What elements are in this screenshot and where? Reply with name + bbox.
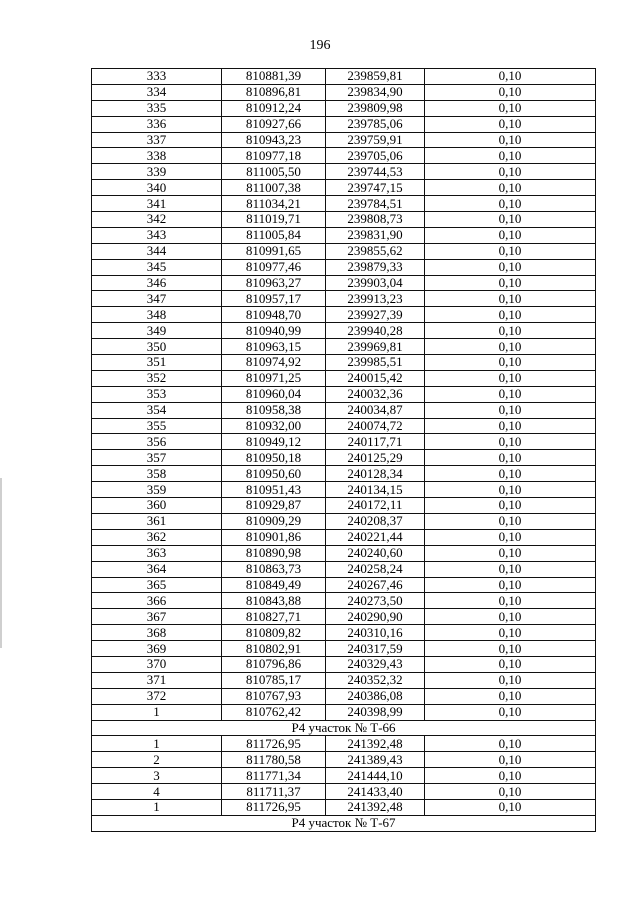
table-row (92, 259, 596, 275)
accuracy-cell: 0,10 (425, 656, 596, 672)
page-number: 196 (309, 38, 331, 53)
x-coordinate-cell: 810963,15 (222, 339, 326, 355)
accuracy-cell: 0,10 (425, 180, 596, 196)
point-number-cell: 366 (92, 593, 222, 609)
point-number-cell: 344 (92, 243, 222, 259)
point-number-cell: 334 (92, 84, 222, 100)
y-coordinate-cell: 240273,50 (326, 593, 425, 609)
accuracy-cell: 0,10 (425, 736, 596, 752)
table-row (92, 577, 596, 593)
point-number-cell: 368 (92, 625, 222, 641)
point-number-cell: 354 (92, 402, 222, 418)
x-coordinate-cell: 810909,29 (222, 513, 326, 529)
accuracy-cell: 0,10 (425, 498, 596, 514)
x-coordinate-cell: 810960,04 (222, 386, 326, 402)
point-number-cell: 349 (92, 323, 222, 339)
accuracy-cell: 0,10 (425, 259, 596, 275)
point-number-cell: 356 (92, 434, 222, 450)
y-coordinate-cell: 241389,43 (326, 752, 425, 768)
accuracy-cell: 0,10 (425, 752, 596, 768)
table-row (92, 752, 596, 768)
y-coordinate-cell: 239855,62 (326, 243, 425, 259)
accuracy-cell: 0,10 (425, 164, 596, 180)
table-row (92, 688, 596, 704)
point-number-cell: 370 (92, 656, 222, 672)
accuracy-cell: 0,10 (425, 545, 596, 561)
section-title: Р4 участок № Т-66 (92, 720, 596, 736)
x-coordinate-cell: 810957,17 (222, 291, 326, 307)
table-row (92, 625, 596, 641)
table-row (92, 243, 596, 259)
y-coordinate-cell: 239834,90 (326, 84, 425, 100)
point-number-cell: 333 (92, 69, 222, 85)
x-coordinate-cell: 810802,91 (222, 641, 326, 657)
accuracy-cell: 0,10 (425, 212, 596, 228)
accuracy-cell: 0,10 (425, 513, 596, 529)
x-coordinate-cell: 811726,95 (222, 736, 326, 752)
accuracy-cell: 0,10 (425, 196, 596, 212)
accuracy-cell: 0,10 (425, 704, 596, 720)
table-row (92, 561, 596, 577)
y-coordinate-cell: 239985,51 (326, 355, 425, 371)
x-coordinate-cell: 810762,42 (222, 704, 326, 720)
y-coordinate-cell: 240015,42 (326, 370, 425, 386)
y-coordinate-cell: 240329,43 (326, 656, 425, 672)
table-row (92, 164, 596, 180)
y-coordinate-cell: 240267,46 (326, 577, 425, 593)
y-coordinate-cell: 240172,11 (326, 498, 425, 514)
point-number-cell: 369 (92, 641, 222, 657)
y-coordinate-cell: 239859,81 (326, 69, 425, 85)
accuracy-cell: 0,10 (425, 84, 596, 100)
y-coordinate-cell: 239913,23 (326, 291, 425, 307)
x-coordinate-cell: 810796,86 (222, 656, 326, 672)
accuracy-cell: 0,10 (425, 132, 596, 148)
x-coordinate-cell: 810863,73 (222, 561, 326, 577)
y-coordinate-cell: 241392,48 (326, 736, 425, 752)
section-header-row (92, 720, 596, 736)
point-number-cell: 339 (92, 164, 222, 180)
point-number-cell: 343 (92, 227, 222, 243)
table-row (92, 148, 596, 164)
accuracy-cell: 0,10 (425, 625, 596, 641)
x-coordinate-cell: 811007,38 (222, 180, 326, 196)
table-row (92, 498, 596, 514)
point-number-cell: 338 (92, 148, 222, 164)
accuracy-cell: 0,10 (425, 768, 596, 784)
table-row (92, 434, 596, 450)
accuracy-cell: 0,10 (425, 784, 596, 800)
y-coordinate-cell: 240398,99 (326, 704, 425, 720)
table-row (92, 402, 596, 418)
y-coordinate-cell: 240208,37 (326, 513, 425, 529)
y-coordinate-cell: 239808,73 (326, 212, 425, 228)
y-coordinate-cell: 240290,90 (326, 609, 425, 625)
accuracy-cell: 0,10 (425, 418, 596, 434)
table-row (92, 545, 596, 561)
point-number-cell: 3 (92, 768, 222, 784)
table-row (92, 784, 596, 800)
table-row (92, 116, 596, 132)
x-coordinate-cell: 810974,92 (222, 355, 326, 371)
accuracy-cell: 0,10 (425, 466, 596, 482)
x-coordinate-cell: 810943,23 (222, 132, 326, 148)
accuracy-cell: 0,10 (425, 227, 596, 243)
point-number-cell: 353 (92, 386, 222, 402)
coordinates-table (91, 68, 596, 832)
x-coordinate-cell: 810827,71 (222, 609, 326, 625)
y-coordinate-cell: 239927,39 (326, 307, 425, 323)
coordinates-table-body (92, 69, 596, 832)
table-row (92, 799, 596, 815)
point-number-cell: 341 (92, 196, 222, 212)
table-row (92, 196, 596, 212)
table-row (92, 513, 596, 529)
accuracy-cell: 0,10 (425, 434, 596, 450)
table-row (92, 656, 596, 672)
point-number-cell: 1 (92, 704, 222, 720)
x-coordinate-cell: 811005,84 (222, 227, 326, 243)
x-coordinate-cell: 810929,87 (222, 498, 326, 514)
section-title: Р4 участок № Т-67 (92, 815, 596, 831)
y-coordinate-cell: 240034,87 (326, 402, 425, 418)
table-row (92, 180, 596, 196)
accuracy-cell: 0,10 (425, 529, 596, 545)
point-number-cell: 365 (92, 577, 222, 593)
x-coordinate-cell: 810963,27 (222, 275, 326, 291)
point-number-cell: 371 (92, 672, 222, 688)
scan-edge-mark (0, 478, 2, 648)
y-coordinate-cell: 240117,71 (326, 434, 425, 450)
y-coordinate-cell: 239879,33 (326, 259, 425, 275)
table-row (92, 323, 596, 339)
x-coordinate-cell: 811780,58 (222, 752, 326, 768)
table-row (92, 100, 596, 116)
y-coordinate-cell: 239940,28 (326, 323, 425, 339)
x-coordinate-cell: 810767,93 (222, 688, 326, 704)
table-row (92, 736, 596, 752)
y-coordinate-cell: 239747,15 (326, 180, 425, 196)
point-number-cell: 355 (92, 418, 222, 434)
table-row (92, 69, 596, 85)
y-coordinate-cell: 240258,24 (326, 561, 425, 577)
x-coordinate-cell: 811771,34 (222, 768, 326, 784)
x-coordinate-cell: 811711,37 (222, 784, 326, 800)
table-row (92, 418, 596, 434)
accuracy-cell: 0,10 (425, 386, 596, 402)
point-number-cell: 367 (92, 609, 222, 625)
x-coordinate-cell: 810932,00 (222, 418, 326, 434)
point-number-cell: 1 (92, 736, 222, 752)
x-coordinate-cell: 811019,71 (222, 212, 326, 228)
table-row (92, 450, 596, 466)
point-number-cell: 335 (92, 100, 222, 116)
table-row (92, 482, 596, 498)
x-coordinate-cell: 810927,66 (222, 116, 326, 132)
point-number-cell: 360 (92, 498, 222, 514)
table-row (92, 339, 596, 355)
accuracy-cell: 0,10 (425, 482, 596, 498)
table-row (92, 593, 596, 609)
x-coordinate-cell: 811005,50 (222, 164, 326, 180)
accuracy-cell: 0,10 (425, 100, 596, 116)
y-coordinate-cell: 241392,48 (326, 799, 425, 815)
y-coordinate-cell: 240352,32 (326, 672, 425, 688)
x-coordinate-cell: 810809,82 (222, 625, 326, 641)
accuracy-cell: 0,10 (425, 688, 596, 704)
accuracy-cell: 0,10 (425, 323, 596, 339)
x-coordinate-cell: 810949,12 (222, 434, 326, 450)
point-number-cell: 363 (92, 545, 222, 561)
point-number-cell: 4 (92, 784, 222, 800)
table-row (92, 609, 596, 625)
y-coordinate-cell: 240128,34 (326, 466, 425, 482)
y-coordinate-cell: 240317,59 (326, 641, 425, 657)
accuracy-cell: 0,10 (425, 307, 596, 323)
y-coordinate-cell: 240221,44 (326, 529, 425, 545)
x-coordinate-cell: 810950,60 (222, 466, 326, 482)
y-coordinate-cell: 239831,90 (326, 227, 425, 243)
y-coordinate-cell: 239903,04 (326, 275, 425, 291)
table-row (92, 275, 596, 291)
x-coordinate-cell: 810948,70 (222, 307, 326, 323)
point-number-cell: 358 (92, 466, 222, 482)
x-coordinate-cell: 810881,39 (222, 69, 326, 85)
y-coordinate-cell: 239744,53 (326, 164, 425, 180)
point-number-cell: 1 (92, 799, 222, 815)
table-row (92, 466, 596, 482)
section-header-row (92, 815, 596, 831)
x-coordinate-cell: 810971,25 (222, 370, 326, 386)
point-number-cell: 364 (92, 561, 222, 577)
y-coordinate-cell: 239785,06 (326, 116, 425, 132)
table-row (92, 212, 596, 228)
y-coordinate-cell: 240074,72 (326, 418, 425, 434)
x-coordinate-cell: 810951,43 (222, 482, 326, 498)
x-coordinate-cell: 810912,24 (222, 100, 326, 116)
accuracy-cell: 0,10 (425, 148, 596, 164)
x-coordinate-cell: 810890,98 (222, 545, 326, 561)
x-coordinate-cell: 810785,17 (222, 672, 326, 688)
y-coordinate-cell: 240386,08 (326, 688, 425, 704)
x-coordinate-cell: 810843,88 (222, 593, 326, 609)
y-coordinate-cell: 239809,98 (326, 100, 425, 116)
y-coordinate-cell: 239784,51 (326, 196, 425, 212)
accuracy-cell: 0,10 (425, 609, 596, 625)
point-number-cell: 348 (92, 307, 222, 323)
table-row (92, 704, 596, 720)
table-row (92, 370, 596, 386)
accuracy-cell: 0,10 (425, 593, 596, 609)
y-coordinate-cell: 239705,06 (326, 148, 425, 164)
y-coordinate-cell: 239969,81 (326, 339, 425, 355)
accuracy-cell: 0,10 (425, 641, 596, 657)
point-number-cell: 362 (92, 529, 222, 545)
x-coordinate-cell: 810977,18 (222, 148, 326, 164)
y-coordinate-cell: 240134,15 (326, 482, 425, 498)
table-row (92, 672, 596, 688)
point-number-cell: 337 (92, 132, 222, 148)
table-row (92, 291, 596, 307)
point-number-cell: 351 (92, 355, 222, 371)
point-number-cell: 361 (92, 513, 222, 529)
accuracy-cell: 0,10 (425, 243, 596, 259)
y-coordinate-cell: 240125,29 (326, 450, 425, 466)
point-number-cell: 352 (92, 370, 222, 386)
table-row (92, 227, 596, 243)
x-coordinate-cell: 810977,46 (222, 259, 326, 275)
table-row (92, 355, 596, 371)
accuracy-cell: 0,10 (425, 370, 596, 386)
y-coordinate-cell: 241444,10 (326, 768, 425, 784)
table-row (92, 132, 596, 148)
point-number-cell: 336 (92, 116, 222, 132)
table-row (92, 307, 596, 323)
point-number-cell: 2 (92, 752, 222, 768)
point-number-cell: 342 (92, 212, 222, 228)
point-number-cell: 372 (92, 688, 222, 704)
point-number-cell: 340 (92, 180, 222, 196)
y-coordinate-cell: 240310,16 (326, 625, 425, 641)
accuracy-cell: 0,10 (425, 402, 596, 418)
x-coordinate-cell: 810958,38 (222, 402, 326, 418)
accuracy-cell: 0,10 (425, 69, 596, 85)
x-coordinate-cell: 810991,65 (222, 243, 326, 259)
accuracy-cell: 0,10 (425, 339, 596, 355)
point-number-cell: 346 (92, 275, 222, 291)
accuracy-cell: 0,10 (425, 577, 596, 593)
point-number-cell: 359 (92, 482, 222, 498)
accuracy-cell: 0,10 (425, 799, 596, 815)
accuracy-cell: 0,10 (425, 450, 596, 466)
x-coordinate-cell: 810950,18 (222, 450, 326, 466)
y-coordinate-cell: 239759,91 (326, 132, 425, 148)
accuracy-cell: 0,10 (425, 116, 596, 132)
point-number-cell: 347 (92, 291, 222, 307)
accuracy-cell: 0,10 (425, 672, 596, 688)
point-number-cell: 345 (92, 259, 222, 275)
accuracy-cell: 0,10 (425, 561, 596, 577)
table-row (92, 84, 596, 100)
y-coordinate-cell: 241433,40 (326, 784, 425, 800)
table-row (92, 641, 596, 657)
x-coordinate-cell: 810896,81 (222, 84, 326, 100)
x-coordinate-cell: 811034,21 (222, 196, 326, 212)
point-number-cell: 350 (92, 339, 222, 355)
y-coordinate-cell: 240032,36 (326, 386, 425, 402)
table-row (92, 386, 596, 402)
x-coordinate-cell: 810940,99 (222, 323, 326, 339)
table-row (92, 529, 596, 545)
x-coordinate-cell: 811726,95 (222, 799, 326, 815)
x-coordinate-cell: 810849,49 (222, 577, 326, 593)
table-row (92, 768, 596, 784)
point-number-cell: 357 (92, 450, 222, 466)
accuracy-cell: 0,10 (425, 275, 596, 291)
accuracy-cell: 0,10 (425, 291, 596, 307)
accuracy-cell: 0,10 (425, 355, 596, 371)
y-coordinate-cell: 240240,60 (326, 545, 425, 561)
x-coordinate-cell: 810901,86 (222, 529, 326, 545)
